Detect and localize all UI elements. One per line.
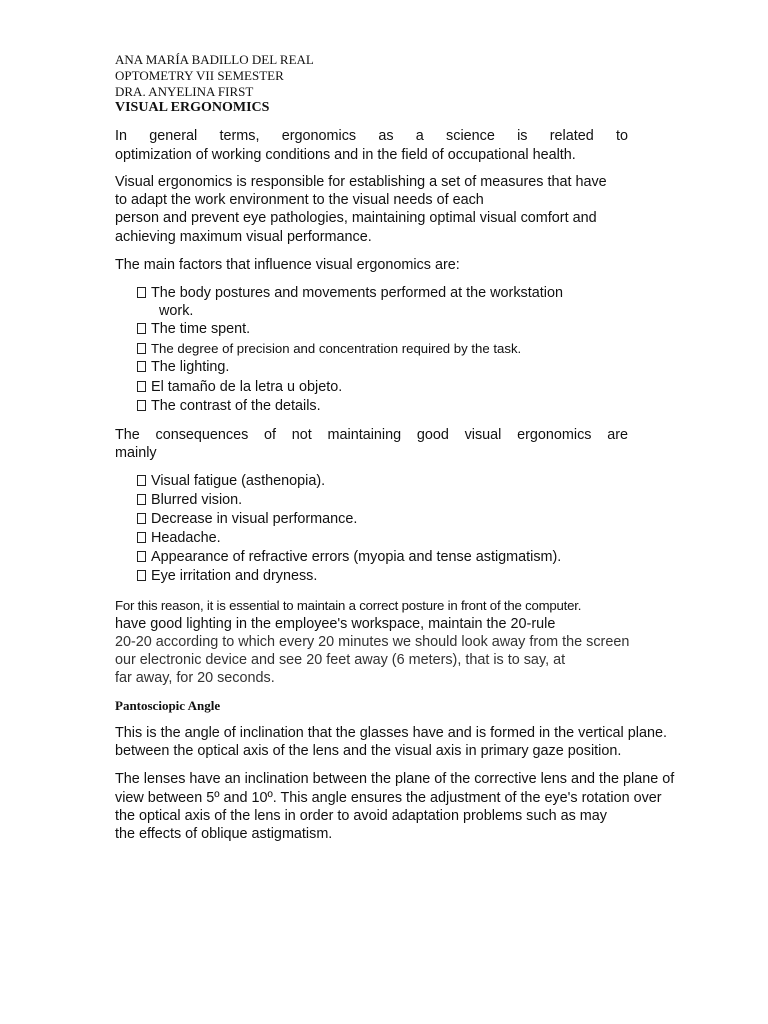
author-name: ANA MARÍA BADILLO DEL REAL — [115, 52, 314, 67]
checkbox-glyph-icon — [137, 532, 146, 543]
pantoscopic-p2-line-4: the effects of oblique astigmatism. — [115, 826, 333, 842]
checkbox-glyph-icon — [137, 343, 146, 354]
list-item: The contrast of the details. — [137, 397, 321, 415]
rule-line-4: our electronic device and see 20 feet away (6 meters), that is to say, at — [115, 652, 566, 668]
para2-line-4: achieving maximum visual performance. — [115, 229, 372, 245]
list-item: El tamaño de la letra u objeto. — [137, 378, 342, 396]
checkbox-glyph-icon — [137, 400, 146, 411]
para2-line-2: to adapt the work environment to the visual needs of each — [115, 192, 484, 208]
pantoscopic-p1-line-2: between the optical axis of the lens and the visual axis in primary gaze position. — [115, 743, 622, 759]
checkbox-glyph-icon — [137, 323, 146, 334]
checkbox-glyph-icon — [137, 551, 146, 562]
rule-line-5: far away, for 20 seconds. — [115, 670, 275, 686]
intro-line-1: In general terms, ergonomics as a science is related to — [115, 128, 628, 144]
list-item: The lighting. — [137, 358, 229, 376]
factors-intro: The main factors that influence visual ergonomics are: — [115, 257, 460, 273]
pantoscopic-p2-line-2: view between 5º and 10º. This angle ensures the adjustment of the eye's rotation over — [115, 790, 662, 806]
list-item: Decrease in visual performance. — [137, 510, 357, 528]
checkbox-glyph-icon — [137, 287, 146, 298]
pantoscopic-p1-line-1: This is the angle of inclination that the glasses have and is formed in the vertical plane. — [115, 725, 667, 741]
checkbox-glyph-icon — [137, 475, 146, 486]
list-item-continuation: work. — [159, 303, 194, 319]
document-title: VISUAL ERGONOMICS — [115, 100, 270, 115]
list-item: Headache. — [137, 529, 221, 547]
pantoscopic-p2-line-3: the optical axis of the lens in order to avoid adaptation problems such as may — [115, 808, 607, 824]
list-item: Appearance of refractive errors (myopia and tense astigmatism). — [137, 548, 561, 566]
checkbox-glyph-icon — [137, 513, 146, 524]
rule-line-2: have good lighting in the employee's workspace, maintain the 20-rule — [115, 616, 556, 632]
para2-line-1: Visual ergonomics is responsible for establishing a set of measures that have — [115, 174, 607, 190]
para2-line-3: person and prevent eye pathologies, maintaining optimal visual comfort and — [115, 210, 597, 226]
list-item: The body postures and movements performed at the workstation — [137, 284, 563, 302]
list-item: Visual fatigue (asthenopia). — [137, 472, 325, 490]
checkbox-glyph-icon — [137, 361, 146, 372]
list-item: Blurred vision. — [137, 491, 242, 509]
checkbox-glyph-icon — [137, 381, 146, 392]
list-item: The time spent. — [137, 320, 250, 338]
section-heading: Pantosciopic Angle — [115, 698, 221, 713]
course-name: OPTOMETRY VII SEMESTER — [115, 68, 284, 83]
checkbox-glyph-icon — [137, 570, 146, 581]
rule-line-3: 20-20 according to which every 20 minutes we should look away from the screen — [115, 634, 630, 650]
list-item: Eye irritation and dryness. — [137, 567, 317, 585]
instructor-name: DRA. ANYELINA FIRST — [115, 84, 254, 99]
intro-line-2: optimization of working conditions and in the field of occupational health. — [115, 147, 576, 163]
rule-line-1: For this reason, it is essential to maintain a correct posture in front of the computer. — [115, 598, 582, 613]
list-item: The degree of precision and concentration required by the task. — [137, 340, 521, 358]
pantoscopic-p2-line-1: The lenses have an inclination between the plane of the corrective lens and the plane of — [115, 771, 675, 787]
consequences-intro-line-2: mainly — [115, 445, 157, 461]
checkbox-glyph-icon — [137, 494, 146, 505]
consequences-intro-line-1: The consequences of not maintaining good visual ergonomics are — [115, 427, 628, 443]
